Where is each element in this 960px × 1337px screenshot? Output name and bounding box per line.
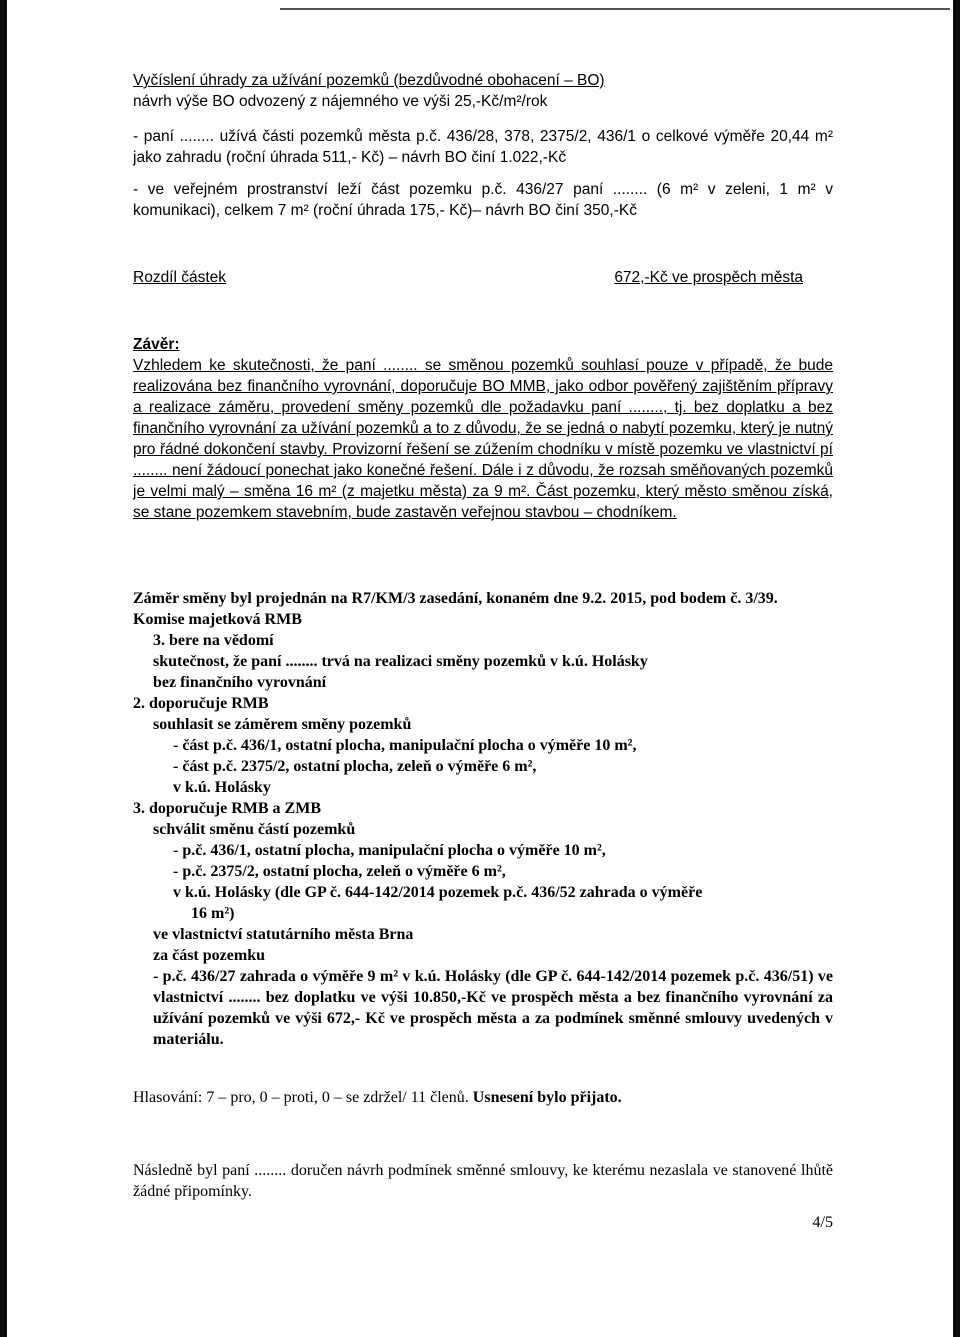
meeting-point2-item: - část p.č. 436/1, ostatní plocha, manipulační plocha o výměře 10 m²,: [173, 737, 637, 754]
difference-label: Rozdíl částek: [133, 269, 227, 286]
meeting-point3-for: za část pozemku: [153, 947, 265, 964]
voting-text: Hlasování: 7 – pro, 0 – proti, 0 – se zdržel/ 11 členů.: [133, 1089, 469, 1106]
after-text: Následně byl paní ........ doručen návrh podmínek směnné smlouvy, ke kterému nezaslala ve stanovené lhůtě žádné připomínky.: [133, 1162, 833, 1200]
item-public-space: - ve veřejném prostranství leží část pozemku p.č. 436/27 paní ........ (6 m² v zeleni, 1 m² v komunikaci), celkem 7 m² (roční úhrada 175,- Kč)– návrh BO činí 350,-Kč: [133, 181, 833, 219]
meeting-point3-item: - p.č. 436/1, ostatní plocha, manipulační plocha o výměře 10 m²,: [173, 842, 606, 859]
meeting-point3-last: - p.č. 436/27 zahrada o výměře 9 m² v k.ú. Holásky (dle GP č. 644-142/2014 pozemek p.č. 436/51) ve vlastnictví ........ bez doplatku ve výši 10.850,-Kč ve prospěch města a bez finančního vyrovnání za užívání pozemků ve výši 672,- Kč ve prospěch města a za podmínek směnné smlouvy uvedených v materiálu.: [153, 968, 833, 1048]
difference-row: [133, 267, 833, 288]
meeting-point3-head: 3. doporučuje RMB a ZMB: [133, 800, 321, 817]
conclusion-heading: Závěr:: [133, 336, 180, 353]
header-block: [133, 70, 833, 112]
header-subtitle: návrh výše BO odvozený z nájemného ve výši 25,-Kč/m²/rok: [133, 93, 548, 110]
scan-top-line: [280, 8, 950, 10]
meeting-point3-ku-b: 16 m²): [191, 905, 235, 922]
scan-edge-left: [0, 0, 7, 1337]
meeting-point2-item: - část p.č. 2375/2, ostatní plocha, zeleň o výměře 6 m²,: [173, 758, 537, 775]
meeting-point1-text: skutečnost, že paní ........ trvá na realizaci směny pozemků v k.ú. Holásky: [153, 653, 648, 670]
scan-edge-right: [953, 0, 960, 1337]
header-title: Vyčíslení úhrady za užívání pozemků (bezdůvodné obohacení – BO): [133, 72, 605, 89]
meeting-point3-text: schválit směnu částí pozemků: [153, 821, 356, 838]
meeting-point1-head: 3. bere na vědomí: [153, 632, 274, 649]
page-number-row: [133, 1212, 833, 1233]
meeting-point2-head: 2. doporučuje RMB: [133, 695, 269, 712]
meeting-block: [133, 588, 833, 1050]
conclusion-text: Vzhledem ke skutečnosti, že paní ........ se směnou pozemků souhlasí pouze v případě, že bude realizována bez finančního vyrovnání, doporučuje BO MMB, jako odbor pověřený zajištěním přípravy a realizace záměru, provedení směny pozemků dle požadavku paní ........, tj. bez doplatku a bez finančního vyrovnání za užívání pozemků a to z důvodu, že se jedná o nabytí pozemku, který je nutný pro řádné dokončení stavby. Provizorní řešení se zúžením chodníku v místě pozemku ve vlastnictví pí ........ není žádoucí ponechat jako konečné řešení. Dále i z důvodu, že rozsah směňovaných pozemků je velmi malý – směna 16 m² (z majetku města) za 9 m². Část pozemku, který město směnou získá, se stane pozemkem stavebním, bude zastavěn veřejnou stavbou – chodníkem.: [133, 357, 833, 521]
meeting-point1-text-b: bez finančního vyrovnání: [153, 674, 327, 691]
meeting-point2-ku: v k.ú. Holásky: [173, 779, 271, 796]
meeting-intro: Záměr směny byl projednán na R7/KM/3 zasedání, konaném dne 9.2. 2015, pod bodem č. 3/39. Komise majetková RMB: [133, 590, 778, 628]
meeting-point2-text: souhlasit se záměrem směny pozemků: [153, 716, 412, 733]
page-number: 4/5: [812, 1214, 833, 1231]
item-usage: - paní ........ užívá části pozemků města p.č. 436/28, 378, 2375/2, 436/1 o celkové výměře 20,44 m² jako zahradu (roční úhrada 511,- Kč) – návrh BO činí 1.022,-Kč: [133, 128, 833, 166]
meeting-point3-item: - p.č. 2375/2, ostatní plocha, zeleň o výměře 6 m²,: [173, 863, 506, 880]
voting-result: Usnesení bylo přijato.: [472, 1089, 622, 1106]
conclusion-block: [133, 334, 833, 523]
difference-value: 672,-Kč ve prospěch města: [614, 269, 803, 286]
meeting-point3-owner: ve vlastnictví statutárního města Brna: [153, 926, 414, 943]
meeting-point3-ku: v k.ú. Holásky (dle GP č. 644-142/2014 pozemek p.č. 436/52 zahrada o výměře: [173, 884, 703, 901]
after-block: [133, 1160, 833, 1202]
items-list: [133, 126, 833, 221]
voting-row: [133, 1087, 833, 1108]
